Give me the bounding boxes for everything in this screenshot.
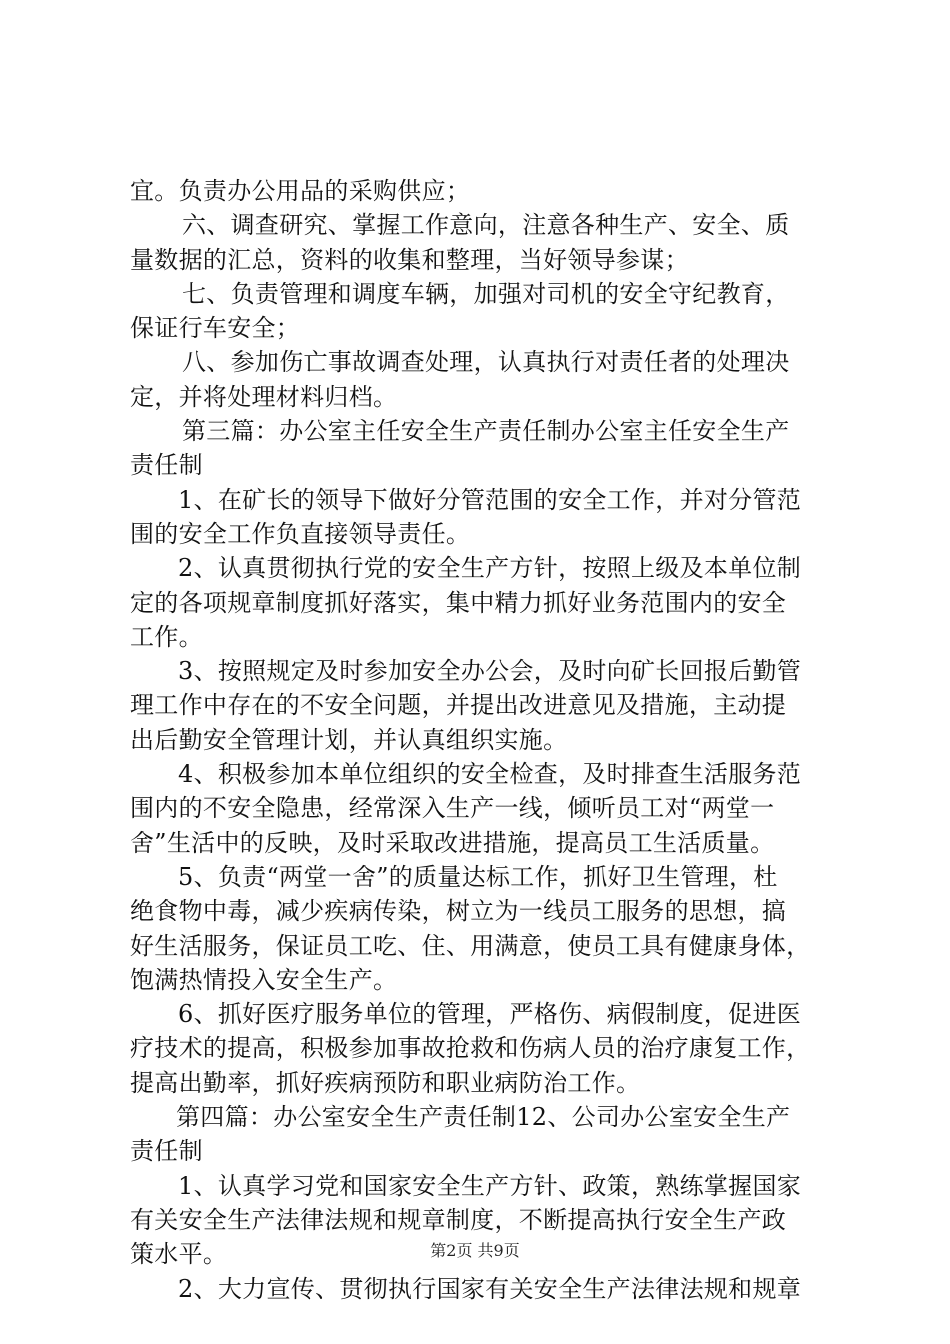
text-line: 策水平。: [130, 1240, 228, 1269]
text-line: 提高出勤率，抓好疾病预防和职业病防治工作。: [130, 1068, 641, 1097]
text-line: 七、负责管理和调度车辆，加强对司机的安全守纪教育，: [182, 279, 790, 308]
text-line: 宜。负责办公用品的采购供应；: [130, 177, 471, 205]
text-line: 定，并将处理材料归档。: [130, 382, 398, 411]
text-line: 保证行车安全；: [130, 314, 301, 343]
text-line: 围的安全工作负直接领导责任。: [130, 519, 471, 548]
document-body: [130, 174, 830, 1306]
text-line: 八、参加伤亡事故调查处理，认真执行对责任者的处理决: [182, 348, 790, 377]
text-line: 理工作中存在的不安全问题，并提出改进意见及措施，主动提: [130, 691, 787, 720]
section-heading: 第三篇：办公室主任安全生产责任制办公室主任安全生产: [182, 417, 790, 446]
text-line: 好生活服务，保证员工吃、住、用满意，使员工具有健康身体，: [130, 931, 811, 960]
text-line: 工作。: [130, 622, 203, 651]
text-line: 绝食物中毒，减少疾病传染，树立为一线员工服务的思想，搞: [130, 897, 787, 926]
text-line: 疗技术的提高，积极参加事故抢救和伤病人员的治疗康复工作，: [130, 1034, 811, 1063]
text-line: 出后勤安全管理计划，并认真组织实施。: [130, 725, 568, 754]
section-heading-cont: 责任制: [130, 451, 203, 480]
page-number-footer: 第2页 共9页: [430, 1241, 520, 1260]
text-line: 1、认真学习党和国家安全生产方针、政策，熟练掌握国家: [178, 1171, 802, 1200]
section-heading: 第四篇：办公室安全生产责任制12、公司办公室安全生产: [176, 1103, 791, 1132]
section-heading-cont: 责任制: [130, 1137, 203, 1166]
text-line: 有关安全生产法律法规和规章制度，不断提高执行安全生产政: [130, 1205, 787, 1234]
text-line: 量数据的汇总，资料的收集和整理，当好领导参谋；: [130, 245, 689, 274]
text-line: 2、认真贯彻执行党的安全生产方针，按照上级及本单位制: [178, 554, 802, 583]
text-line: 定的各项规章制度抓好落实，集中精力抓好业务范围内的安全: [130, 588, 787, 617]
text-line: 2、大力宣传、贯彻执行国家有关安全生产法律法规和规章: [178, 1274, 802, 1303]
text-line: 饱满热情投入安全生产。: [130, 965, 398, 994]
text-line: 5、负责“两堂一舍”的质量达标工作，抓好卫生管理，杜: [178, 862, 778, 891]
text-line: 围内的不安全隐患，经常深入生产一线，倾听员工对“两堂一: [130, 794, 775, 823]
text-line: 6、抓好医疗服务单位的管理，严格伤、病假制度，促进医: [178, 1000, 802, 1029]
text-line: 舍”生活中的反映，及时采取改进措施，提高员工生活质量。: [130, 828, 775, 857]
text-line: 4、积极参加本单位组织的安全检查，及时排查生活服务范: [178, 760, 802, 789]
text-line: 六、调查研究、掌握工作意向，注意各种生产、安全、质: [182, 211, 790, 240]
text-line: 3、按照规定及时参加安全办公会，及时向矿长回报后勤管: [178, 657, 802, 686]
text-line: 1、在矿长的领导下做好分管范围的安全工作，并对分管范: [178, 485, 802, 514]
